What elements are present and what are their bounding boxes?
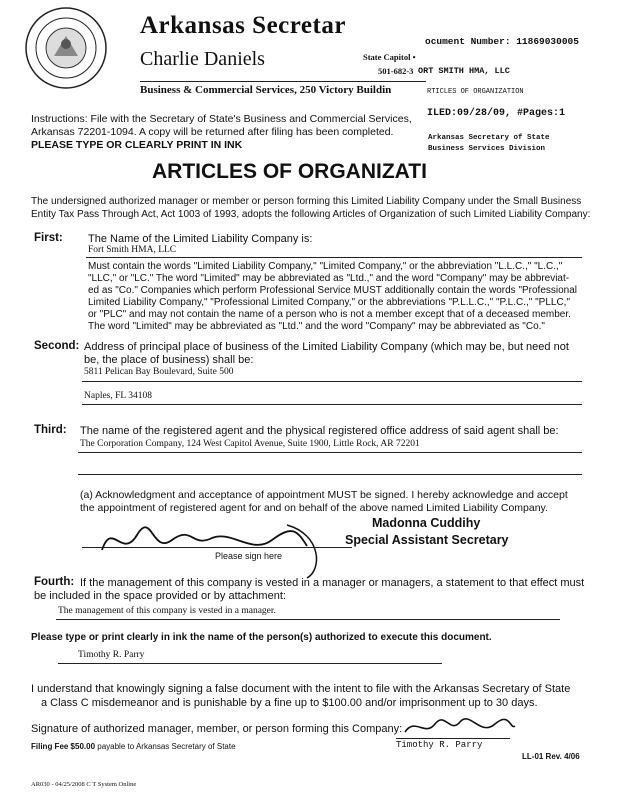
fourth-label: Fourth: <box>34 576 75 588</box>
agent-signature-icon <box>82 510 342 580</box>
acknowledgment-line-1: (a) Acknowledgment and acceptance of appointment MUST be signed. I hereby acknowledge and accept <box>80 489 568 501</box>
disclaimer-line-1: I understand that knowingly signing a false document with the intent to file with the Arkansas Secretary of State <box>31 683 571 695</box>
filing-fee-amount: Filing Fee $50.00 <box>31 742 96 751</box>
agent-underline-1 <box>78 452 582 453</box>
document-number: ocument Number: 11869030005 <box>425 36 579 47</box>
first-question: The Name of the Limited Liability Company is: <box>88 233 313 245</box>
signature-underline <box>396 738 510 739</box>
filing-fee-payee: payable to Arkansas Secretary of State <box>95 742 236 751</box>
stamp-office-1: Arkansas Secretary of State <box>428 134 550 142</box>
address-line-2-underline <box>82 404 582 405</box>
stamp-office-2: Business Services Division <box>428 145 546 153</box>
authorized-name-field[interactable]: Timothy R. Parry <box>78 650 145 660</box>
first-label: First: <box>34 232 63 244</box>
agent-underline-2 <box>78 474 582 475</box>
instructions-line-1: Instructions: File with the Secretary of State's Business and Commercial Services, <box>31 113 412 125</box>
filing-fee <box>31 742 236 751</box>
third-question: The name of the registered agent and the physical registered office address of said agent shall be: <box>80 425 559 437</box>
sign-here-label: Please sign here <box>215 551 283 561</box>
registered-agent-field[interactable]: The Corporation Company, 124 West Capitol Avenue, Suite 1900, Little Rock, AR 72201 <box>80 439 420 449</box>
acknowledgment-line-2: the appointment of registered agent for and on behalf of the above named Limited Liability Company. <box>80 502 548 514</box>
state-seal-icon <box>24 6 108 90</box>
company-name-field[interactable]: Fort Smith HMA, LLC <box>88 245 177 255</box>
authorized-underline <box>58 663 442 664</box>
page-title: ARTICLES OF ORGANIZATI <box>152 160 427 183</box>
disclaimer-line-2: a Class C misdemeanor and is punishable by a fine up to $100.00 and/or imprisonment up to 30 days. <box>41 697 538 709</box>
office-address: Business & Commercial Services, 250 Victory Buildin <box>140 84 392 96</box>
header-rule <box>140 81 426 82</box>
form-number: LL-01 Rev. 4/06 <box>522 752 580 761</box>
address-line-2-field[interactable]: Naples, FL 34108 <box>84 391 152 401</box>
stamp-type: RTICLES OF ORGANIZATION <box>427 88 524 96</box>
first-note-2: "LLC," or "LC." The word "Limited" may be abbreviated as "Ltd.," and the word "Company" may be abbreviat- <box>88 273 570 284</box>
management-underline <box>56 619 560 620</box>
fourth-question-2: be included in the space provided or by attachment: <box>34 590 286 602</box>
address-line-1-field[interactable]: 5811 Pelican Bay Boulevard, Suite 500 <box>84 367 234 377</box>
third-label: Third: <box>34 424 67 436</box>
fourth-question-1: If the management of this company is vested in a manager or managers, a statement to that effect must <box>80 577 585 589</box>
print-notice: PLEASE TYPE OR CLEARLY PRINT IN INK <box>31 139 243 151</box>
management-field[interactable]: The management of this company is vested in a manager. <box>58 606 276 616</box>
first-note-6: The word "Limited" may be abbreviated as "Ltd." and the word "Company" may be abbreviated as "Co." <box>88 321 545 332</box>
stamp-company: ORT SMITH HMA, LLC <box>418 66 510 76</box>
office-title: Arkansas Secretar <box>140 12 346 39</box>
agent-signer-name: Madonna Cuddihy <box>372 516 481 530</box>
signature-label: Signature of authorized manager, member, or person forming this Company: <box>31 723 403 735</box>
secretary-name: Charlie Daniels <box>140 48 265 70</box>
stamp-filed-date: ILED:09/28/09, #Pages:1 <box>427 108 566 119</box>
company-name-underline <box>86 257 582 258</box>
first-note-3: ed as "Co." Companies which perform Professional Service MUST additionally contain the words "Professional <box>88 285 578 296</box>
agent-signer-title: Special Assistant Secretary <box>345 533 509 547</box>
first-note-4: Limited Liability Company," "Professional Limited Company," or the abbreviations "P.L.L.C.," "P.L.C.," "PLLC," <box>88 297 570 308</box>
second-label: Second: <box>34 340 80 352</box>
signature-typed-name: Timothy R. Parry <box>396 740 483 750</box>
intro-line-2: Entity Tax Pass Through Act, Act 1003 of 1993, adopts the following Articles of Organization of such Limited Liability Company: <box>31 209 591 220</box>
intro-line-1: The undersigned authorized manager or member or person forming this Limited Liability Company under the Small Business <box>31 196 582 207</box>
instructions-line-2: Arkansas 72201-1094. A copy will be returned after filing has been completed. <box>31 126 394 138</box>
agent-signature-line <box>82 547 352 548</box>
phone-number: 501-682-3 <box>378 66 414 76</box>
address-line-1-underline <box>82 381 582 382</box>
second-question-1: Address of principal place of business of the Limited Liability Company (which may be, but need not <box>84 341 569 353</box>
second-question-2: be, the place of business) shall be: <box>84 354 254 366</box>
system-footer: AR030 - 04/25/2008 C T System Online <box>31 781 137 788</box>
first-note-5: or "PLC" and may not contain the name of a person who is not a member except that of a deceased member. <box>88 309 571 320</box>
state-capitol: State Capitol • <box>363 52 416 62</box>
authorized-label: Please type or print clearly in ink the name of the person(s) authorized to execute this document. <box>31 632 492 643</box>
first-note-1: Must contain the words "Limited Liability Company," "Limited Company," or the abbreviation "L.L.C.," "L.C.," <box>88 261 563 272</box>
